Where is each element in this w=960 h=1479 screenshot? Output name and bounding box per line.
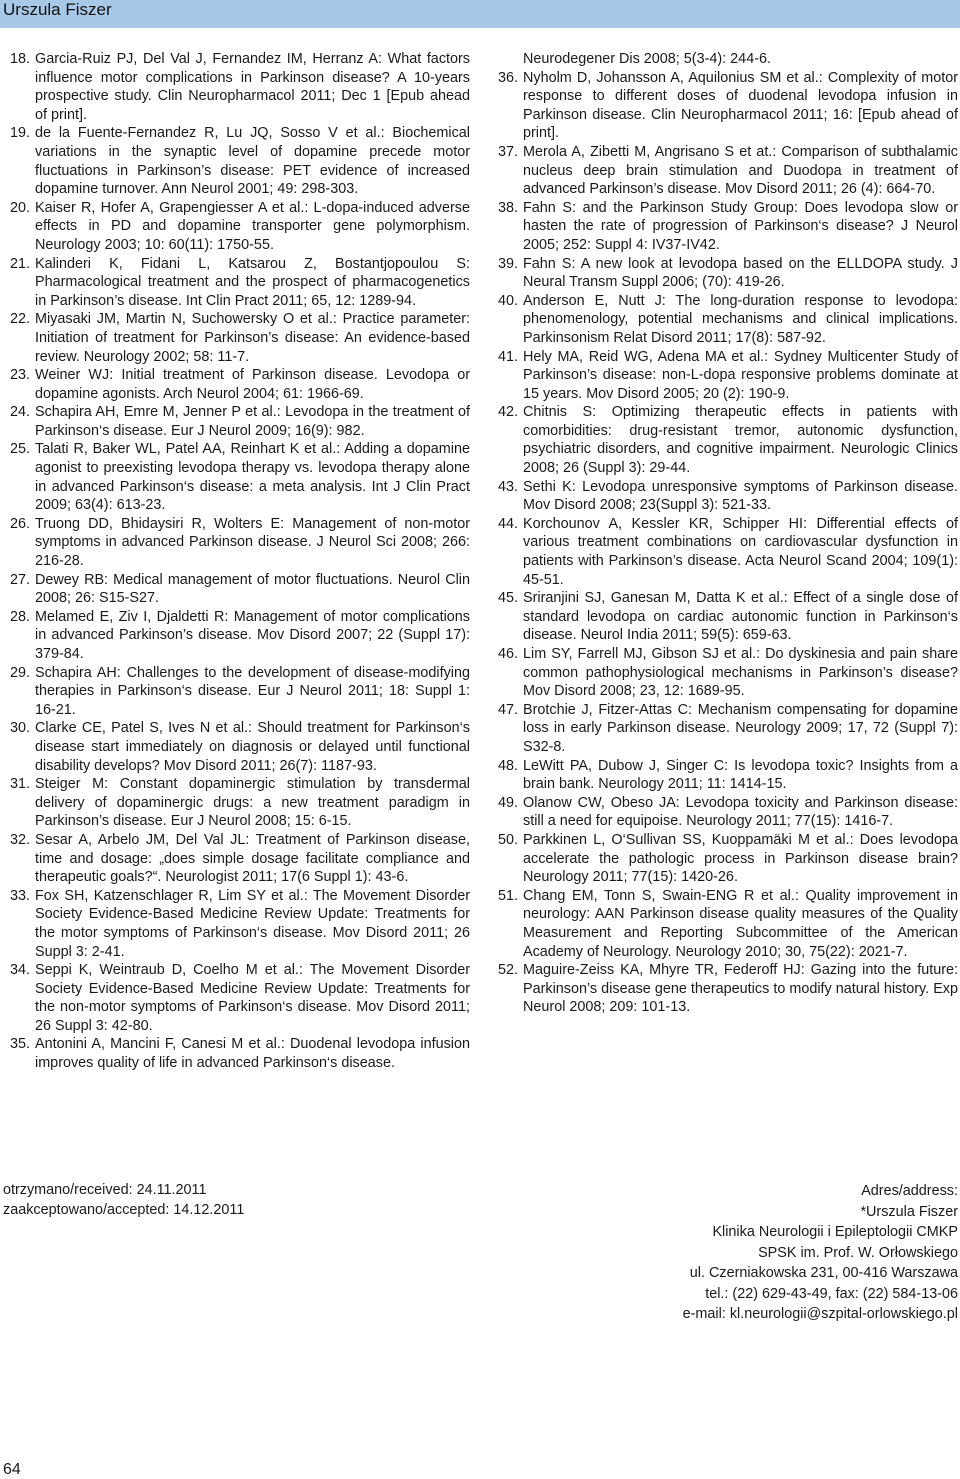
reference-item — [10, 887, 470, 961]
correspondence-address — [683, 1181, 958, 1325]
reference-number: 24. — [10, 404, 31, 421]
reference-text: Sesar A, Arbelo JM, Del Val JL: Treatment of Parkinson disease, time and dosage: „does simple dosage facilitate compliance and therapeutic goals?“. Neurologist 2011; 17(6 Suppl 1): 43-6. — [35, 831, 470, 886]
reference-number: 21. — [10, 255, 31, 272]
reference-item — [10, 831, 470, 887]
reference-item — [10, 719, 470, 775]
reference-text: Truong DD, Bhidaysiri R, Wolters E: Management of non-motor symptoms in advanced Parkinson disease. J Neurol Sci 2008; 266: 216-28. — [35, 515, 470, 570]
reference-text: Weiner WJ: Initial treatment of Parkinson disease. Levodopa or dopamine agonists. Arch Neurol 2004; 61: 1966-69. — [35, 367, 470, 402]
references-left-column — [10, 50, 470, 1073]
reference-number: 26. — [10, 515, 31, 532]
reference-item — [498, 255, 958, 292]
reference-text: Sriranjini SJ, Ganesan M, Datta K et al.: Effect of a single dose of standard levodopa on cardiac autonomic function in Parkinson‘s disease. Neurol India 2011; 59(5): 659-63. — [523, 590, 958, 644]
reference-item — [10, 199, 470, 255]
reference-number: 43. — [498, 478, 519, 495]
address-line: ul. Czerniakowska 231, 00-416 Warszawa — [689, 1265, 958, 1281]
reference-text: Korchounov A, Kessler KR, Schipper HI: Differential effects of various treatment combinations on cardiovascular dysfunction in patients with Parkinson’s disease. Acta Neurol Scand 2004; 109(1): 45-51. — [523, 515, 958, 588]
reference-number: 42. — [498, 404, 519, 421]
reference-item — [10, 515, 470, 571]
reference-item — [498, 348, 958, 404]
reference-number: 52. — [498, 962, 519, 979]
reference-item — [498, 69, 958, 143]
reference-text: Melamed E, Ziv I, Djaldetti R: Management of motor complications in advanced Parkinson’s disease. Mov Disord 2007; 22 (Suppl 17): 379-84. — [35, 608, 470, 662]
reference-number: 31. — [10, 776, 31, 793]
address-line: Klinika Neurologii i Epileptologii CMKP — [712, 1224, 958, 1240]
reference-text: de la Fuente-Fernandez R, Lu JQ, Sosso V et al.: Biochemical variations in the synaptic level of dopamine precede motor fluctuations in Parkinson’s disease: PET evidence of increased dopamine turnover. Ann Neurol 2001; 49: 298-303. — [35, 125, 470, 198]
reference-item — [498, 292, 958, 348]
reference-item — [498, 589, 958, 645]
reference-item — [498, 757, 958, 794]
reference-text: Nyholm D, Johansson A, Aquilonius SM et al.: Complexity of motor response to different doses of duodenal levodopa infusion in Parkinson disease. Clin Neuropharmacol 2011; 16: [Epub ahead of print]. — [523, 69, 958, 142]
reference-text: Fahn S: and the Parkinson Study Group: Does levodopa slow or hasten the rate of progression of Parkinson‘s disease? J Neurol 2005; 252: Suppl 4: IV37-IV42. — [523, 199, 958, 253]
reference-number: 33. — [10, 887, 31, 904]
reference-text: Merola A, Zibetti M, Angrisano S et at.: Comparison of subthalamic nucleus deep brain stimulation and Duodopa in treatment of advanced Parkinson’s disease. Mov Disord 2011; 26 (4): 664-70. — [523, 143, 958, 198]
reference-item — [10, 961, 470, 1035]
reference-item — [498, 831, 958, 887]
reference-text: Clarke CE, Patel S, Ives N et al.: Should treatment for Parkinson‘s disease start immediately on diagnosis or delayed until functional disability develops? Mov Disord 2011; 26(7): 1187-93. — [35, 720, 470, 774]
reference-number: 36. — [498, 69, 519, 86]
header-band — [0, 0, 960, 28]
reference-text: Antonini A, Mancini F, Canesi M et al.: Duodenal levodopa infusion improves quality of life in advanced Parkinson‘s disease. — [35, 1036, 470, 1072]
reference-text: Lim SY, Farrell MJ, Gibson SJ et al.: Do dyskinesia and pain share common pathophysiological mechanisms in Parkinson’s disease? Mov Disord 2008; 23, 12: 1689-95. — [523, 646, 958, 700]
references-right-column — [498, 50, 958, 1017]
reference-number: 51. — [498, 887, 519, 904]
reference-continuation: Neurodegener Dis 2008; 5(3-4): 244-6. — [523, 51, 771, 67]
reference-number: 18. — [10, 51, 31, 67]
reference-text: Talati R, Baker WL, Patel AA, Reinhart K et al.: Adding a dopamine agonist to preexisting levodopa therapy vs. levodopa therapy alone in advanced Parkinson‘s disease: a meta analysis. Int J Clin Pract 2009; 63(4): 613-23. — [35, 441, 470, 514]
reference-text: Brotchie J, Fitzer-Attas C: Mechanism compensating for dopamine loss in early Parkinson disease. Neurology 2009; 17, 72 (Suppl 7): S32-8. — [523, 701, 958, 755]
reference-item — [498, 701, 958, 757]
reference-item — [10, 255, 470, 311]
reference-item — [10, 1035, 470, 1072]
reference-number: 39. — [498, 255, 519, 272]
reference-number: 20. — [10, 199, 31, 216]
reference-text: Schapira AH, Emre M, Jenner P et al.: Levodopa in the treatment of Parkinson‘s disease. Eur J Neurol 2009; 16(9): 982. — [35, 404, 470, 439]
reference-number: 23. — [10, 367, 31, 384]
reference-number: 49. — [498, 794, 519, 811]
reference-number: 48. — [498, 757, 519, 774]
reference-number: 25. — [10, 441, 31, 458]
address-line: SPSK im. Prof. W. Orłowskiego — [758, 1244, 958, 1261]
reference-text: Seppi K, Weintraub D, Coelho M et al.: The Movement Disorder Society Evidence-Based Medicine Review Update: Treatments for the non-motor symptoms of Parkinson‘s disease. Mov Disord 2011; 26 Suppl 3: 42-80. — [35, 962, 470, 1034]
reference-item — [10, 310, 470, 366]
received-date: otrzymano/received: 24.11.2011 — [3, 1182, 207, 1198]
address-line: Adres/address: — [861, 1183, 958, 1199]
reference-number: 38. — [498, 199, 519, 216]
reference-item — [498, 143, 958, 199]
reference-number: 22. — [10, 311, 31, 328]
reference-number: 44. — [498, 515, 519, 532]
reference-text: Chang EM, Tonn S, Swain-ENG R et al.: Quality improvement in neurology: AAN Parkinson disease quality measures of the Quality Measurement and Reporting Subcommittee of the American Academy of Neurology. Neurology 2010; 30, 75(22): 2021-7. — [523, 887, 958, 960]
reference-text: Fahn S: A new look at levodopa based on the ELLDOPA study. J Neural Transm Suppl 2006; (70): 419-26. — [523, 255, 958, 291]
address-line: tel.: (22) 629-43-49, fax: (22) 584-13-06 — [705, 1285, 958, 1302]
reference-number: 40. — [498, 292, 519, 309]
reference-text: Parkkinen L, O‘Sullivan SS, Kuoppamäki M et al.: Does levodopa accelerate the pathologic process in Parkinson disease brain? Neurology 2011; 77(15): 1420-26. — [523, 831, 958, 886]
address-line: e-mail: kl.neurologii@szpital-orlowskiego.pl — [682, 1306, 958, 1322]
reference-item — [498, 199, 958, 255]
reference-item — [498, 645, 958, 701]
reference-text: Kaiser R, Hofer A, Grapengiesser A et al.: L-dopa-induced adverse effects in PD and dopamine transporter gene polymorphism. Neurology 2003; 10: 60(11): 1750-55. — [35, 199, 470, 253]
reference-number: 50. — [498, 831, 519, 848]
reference-text: Dewey RB: Medical management of motor fluctuations. Neurol Clin 2008; 26: S15-S27. — [35, 571, 470, 607]
reference-number: 29. — [10, 664, 31, 681]
reference-text: Olanow CW, Obeso JA: Levodopa toxicity and Parkinson disease: still a need for equipoise. Neurology 2011; 77(15): 1416-7. — [523, 794, 958, 830]
reference-item — [498, 961, 958, 1017]
reference-item — [498, 887, 958, 961]
reference-text: Chitnis S: Optimizing therapeutic effects in patients with comorbidities: drug-resistant tremor, autonomic dysfunction, psychiatric disorders, and cognitive impairment. Neurologic Clinics 2008; 26 (Suppl 3): 29-44. — [523, 404, 958, 477]
accepted-date: zaakceptowano/accepted: 14.12.2011 — [3, 1201, 245, 1218]
reference-item — [10, 664, 470, 720]
reference-number: 45. — [498, 590, 519, 607]
reference-number: 35. — [10, 1036, 31, 1053]
reference-item — [498, 794, 958, 831]
reference-item — [10, 403, 470, 440]
reference-item — [498, 515, 958, 589]
reference-text: LeWitt PA, Dubow J, Singer C: Is levodopa toxic? Insights from a brain bank. Neurology 2011; 11: 1414-15. — [523, 757, 958, 793]
reference-text: Steiger M: Constant dopaminergic stimulation by transdermal delivery of dopaminergic drugs: a new treatment paradigm in Parkinson’s disease. Eur J Neurol 2008; 15: 6-15. — [35, 776, 470, 830]
reference-item — [498, 403, 958, 477]
reference-item — [498, 478, 958, 515]
reference-number: 41. — [498, 348, 519, 365]
reference-text: Maguire-Zeiss KA, Mhyre TR, Federoff HJ: Gazing into the future: Parkinson’s disease gene therapeutics to modify natural history. Exp Neurol 2008; 209: 101-13. — [523, 962, 958, 1016]
reference-text: Fox SH, Katzenschlager R, Lim SY et al.: The Movement Disorder Society Evidence-Based Medicine Review Update: Treatments for the motor symptoms of Parkinson‘s disease. Mov Disord 2011; 26 Suppl 3: 2-41. — [35, 887, 470, 960]
submission-dates — [3, 1181, 244, 1220]
reference-item — [10, 571, 470, 608]
reference-item — [10, 124, 470, 198]
reference-number: 34. — [10, 962, 31, 979]
reference-text: Kalinderi K, Fidani L, Katsarou Z, Bostantjopoulou S: Pharmacological treatment and the prospect of pharmacogenetics in Parkinson’s disease. Int Clin Pract 2011; 65, 12: 1289-94. — [35, 255, 470, 309]
reference-item — [10, 366, 470, 403]
page-number: 64 — [3, 1461, 21, 1478]
address-line: *Urszula Fiszer — [860, 1203, 958, 1220]
reference-number: 37. — [498, 143, 519, 160]
reference-number: 28. — [10, 608, 31, 625]
reference-number: 47. — [498, 701, 519, 718]
reference-item — [10, 50, 470, 124]
reference-text: Schapira AH: Challenges to the development of disease-modifying therapies in Parkinson‘s disease. Eur J Neurol 2011; 18: Suppl 1: 16-21. — [35, 664, 470, 718]
reference-text: Garcia-Ruiz PJ, Del Val J, Fernandez IM, Herranz A: What factors influence motor complications in Parkinson disease? A 10-years prospective study. Clin Neuropharmacol 2011; Dec 1 [Epub ahead of print]. — [35, 51, 470, 123]
reference-number: 32. — [10, 831, 31, 848]
reference-text: Hely MA, Reid WG, Adena MA et al.: Sydney Multicenter Study of Parkinson’s disease: non-L-dopa responsive problems dominate at 15 years. Mov Disord 2005; 20 (2): 190-9. — [523, 348, 958, 402]
reference-text: Anderson E, Nutt J: The long-duration response to levodopa: phenomenology, potential mechanisms and clinical implications. Parkinsonism Relat Disord 2011; 17(8): 587-92. — [523, 292, 958, 346]
reference-number: 30. — [10, 720, 31, 737]
reference-item — [10, 775, 470, 831]
reference-text: Miyasaki JM, Martin N, Suchowersky O et al.: Practice parameter: Initiation of treatment for Parkinson’s disease: An evidence-based review. Neurology 2002; 58: 11-7. — [35, 311, 470, 365]
reference-number: 46. — [498, 646, 519, 662]
reference-number: 27. — [10, 571, 31, 588]
reference-number: 19. — [10, 125, 31, 142]
reference-text: Sethi K: Levodopa unresponsive symptoms of Parkinson disease. Mov Disord 2008; 23(Suppl 3): 521-33. — [523, 478, 958, 514]
reference-item — [10, 608, 470, 664]
running-header-author: Urszula Fiszer — [3, 0, 112, 19]
reference-item — [10, 440, 470, 514]
